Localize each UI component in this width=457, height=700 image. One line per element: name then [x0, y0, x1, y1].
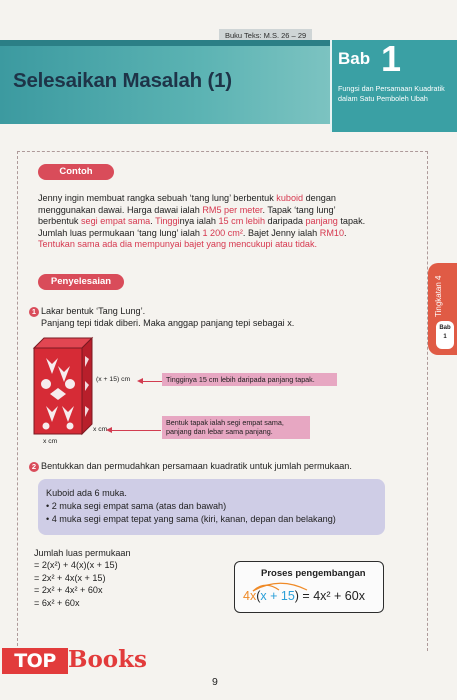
- expansion-bracket: (: [256, 589, 261, 603]
- working-line-2: = 2(x²) + 4(x)(x + 15): [34, 560, 118, 571]
- surface-area-working: [34, 547, 131, 609]
- highlight-run: segi empat sama: [80, 216, 151, 227]
- chapter-box: [330, 40, 457, 132]
- textbook-reference: Buku Teks: M.S. 26 – 29: [219, 29, 312, 43]
- text-run: dengan: [303, 193, 336, 203]
- side-tab-label: Tingkatan 4: [434, 275, 443, 317]
- expansion-process-box: [234, 561, 384, 613]
- bottom-dimension: x cm: [43, 438, 58, 445]
- faces-line-1: Kuboid ada 6 muka.: [46, 488, 127, 498]
- step-1-line-1: Lakar bentuk ‘Tang Lung’.: [41, 306, 146, 316]
- text-run: berbentuk: [38, 216, 81, 227]
- height-dimension: (x + 15) cm: [96, 376, 131, 383]
- text-run: Jumlah luas permukaan ‘tang lung’ ialah: [38, 227, 203, 238]
- callout-base-line-1: Bentuk tapak ialah segi empat sama,: [166, 418, 284, 427]
- step-2-text: Bentukkan dan permudahkan persamaan kuadratik untuk jumlah permukaan.: [41, 461, 352, 471]
- contoh-line-2: [38, 205, 418, 217]
- text-run: . Bajet Jenny ialah: [242, 227, 320, 238]
- page-number: 9: [212, 676, 218, 688]
- step-1-number: 1: [29, 307, 39, 317]
- expansion-arrows: [249, 580, 319, 592]
- side-tab[interactable]: [428, 263, 457, 355]
- expansion-result: ) = 4x² + 60x: [294, 589, 365, 603]
- callout-base: [162, 416, 310, 439]
- working-line-5: = 6x² + 60x: [34, 597, 80, 608]
- side-tab-chapter: [436, 321, 454, 349]
- callout-base-line-2: panjang dan lebar sama panjang.: [166, 427, 273, 437]
- expansion-heading: Proses pengembangan: [261, 568, 366, 579]
- arrow-to-side: [111, 430, 161, 431]
- topbooks-logo: [2, 646, 154, 676]
- highlight-run: 1 200 cm²: [202, 227, 243, 238]
- side-tab-bab-number: 1: [443, 334, 447, 340]
- text-run: menggunakan dawai. Harga dawai ialah: [38, 204, 203, 215]
- logo-top: TOP: [2, 648, 68, 674]
- text-run: tapak.: [337, 216, 366, 227]
- text-run: .: [150, 216, 156, 227]
- faces-line-3: • 4 muka segi empat tepat yang sama (kiri, kanan, depan dan belakang): [46, 514, 336, 524]
- highlight-run: Tinggi: [155, 216, 180, 227]
- contoh-label: Contoh: [38, 164, 114, 180]
- contoh-line-3: [38, 216, 418, 228]
- chapter-number: 1: [381, 38, 402, 79]
- contoh-text: [38, 193, 418, 251]
- working-line-4: = 2x² + 4x² + 60x: [34, 585, 103, 596]
- highlight-run: RM5 per meter: [202, 204, 263, 215]
- working-line-3: = 2x² + 4x(x + 15): [34, 572, 106, 583]
- callout-height: Tingginya 15 cm lebih daripada panjang tapak.: [162, 373, 337, 386]
- cuboid-faces-box: [38, 479, 385, 535]
- expansion-terms: x + 15: [260, 589, 295, 603]
- side-tab-bab: Bab: [439, 325, 451, 331]
- contoh-line-5: Tentukan sama ada dia mempunyai bajet yang mencukupi atau tidak.: [38, 239, 318, 250]
- chapter-subtitle: Fungsi dan Persamaan Kuadratik dalam Satu Pemboleh Ubah: [338, 84, 445, 103]
- step-1-line-2: Panjang tepi tidak diberi. Maka anggap panjang tepi sebagai x.: [41, 317, 295, 328]
- highlight-run: RM10: [319, 227, 345, 238]
- text-run: . Tapak ‘tang lung’: [262, 204, 336, 215]
- contoh-line-4: [38, 228, 418, 240]
- text-run: .: [344, 227, 347, 238]
- page-title: Selesaikan Masalah (1): [13, 69, 232, 92]
- logo-books: Books: [68, 646, 148, 673]
- chapter-divider: [330, 40, 332, 132]
- expansion-factor: 4x: [243, 589, 257, 603]
- lantern-cuboid-illustration: [32, 336, 94, 438]
- step-1-text: [41, 306, 294, 329]
- penyelesaian-label: Penyelesaian: [38, 274, 124, 290]
- step-2-number: 2: [29, 462, 39, 472]
- contoh-line-1: [38, 193, 418, 205]
- highlight-run: kuboid: [276, 193, 304, 203]
- arrow-to-height: [142, 381, 162, 382]
- working-line-1: Jumlah luas permukaan: [34, 548, 131, 558]
- faces-line-2: • 2 muka segi empat sama (atas dan bawah): [46, 501, 227, 511]
- text-run: daripada: [265, 216, 306, 227]
- highlight-run: panjang: [305, 216, 338, 227]
- side-dimension: x cm: [93, 426, 108, 433]
- chapter-word: Bab: [338, 49, 371, 68]
- text-run: nya ialah: [179, 216, 219, 227]
- text-run: Jenny ingin membuat rangka sebuah ‘tang lung’ berbentuk: [38, 193, 277, 203]
- highlight-run: 15 cm lebih: [218, 216, 266, 227]
